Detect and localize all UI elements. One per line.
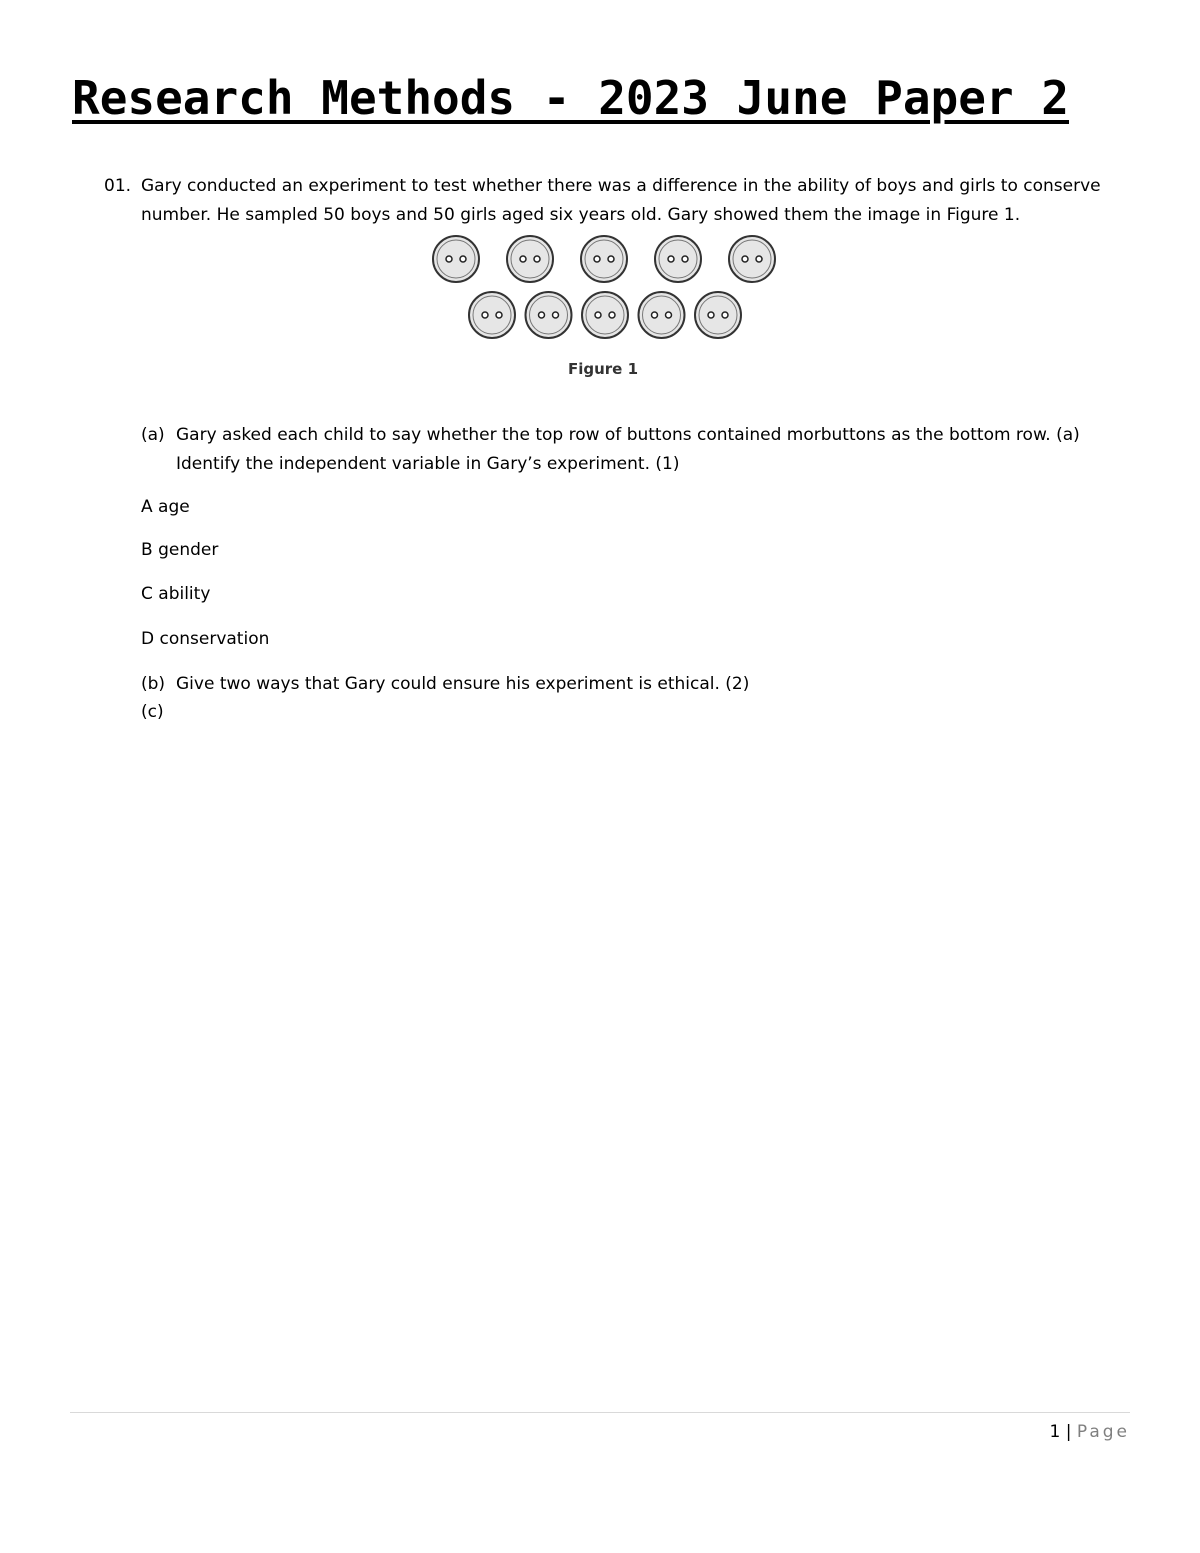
figure-caption: Figure 1 (567, 360, 639, 378)
question-number: 01. (104, 176, 132, 196)
button-top-2 (507, 236, 553, 282)
page-footer (1049, 1420, 1130, 1444)
option-c: C ability (141, 584, 211, 604)
button-top-3 (581, 236, 627, 282)
button-top-4 (655, 236, 701, 282)
page-separator: | (1065, 1422, 1072, 1442)
part-a-text: Gary asked each child to say whether the top row of buttons contained morbuttons as the bottom row. (a) Identify the independent variable in Gary’s experiment. (1) (176, 425, 1080, 474)
figure-1 (420, 232, 780, 392)
button-bottom-3 (582, 292, 628, 338)
part-a-label: (a) (141, 425, 165, 445)
part-b-label: (b) (141, 674, 166, 694)
question-text: Gary conducted an experiment to test whether there was a difference in the ability of boys and girls to conserve number. He sampled 50 boys and 50 girls aged six years old. Gary showed them the image in Figure 1. (141, 176, 1101, 225)
option-a: A age (141, 497, 190, 517)
page-number: 1 (1049, 1422, 1061, 1442)
option-b: B gender (141, 540, 219, 560)
page-title: Research Methods - 2023 June Paper 2 (72, 71, 1069, 125)
button-bottom-4 (639, 292, 685, 338)
part-b-text: Give two ways that Gary could ensure his experiment is ethical. (2) (176, 674, 750, 694)
option-d: D conservation (141, 629, 270, 649)
button-bottom-5 (695, 292, 741, 338)
button-bottom-2 (526, 292, 572, 338)
footer-divider (70, 1412, 1130, 1413)
button-top-5 (729, 236, 775, 282)
part-c-label: (c) (141, 702, 164, 722)
button-bottom-1 (469, 292, 515, 338)
page-word: Page (1076, 1422, 1130, 1442)
buttons-illustration (420, 232, 786, 352)
button-top-1 (433, 236, 479, 282)
